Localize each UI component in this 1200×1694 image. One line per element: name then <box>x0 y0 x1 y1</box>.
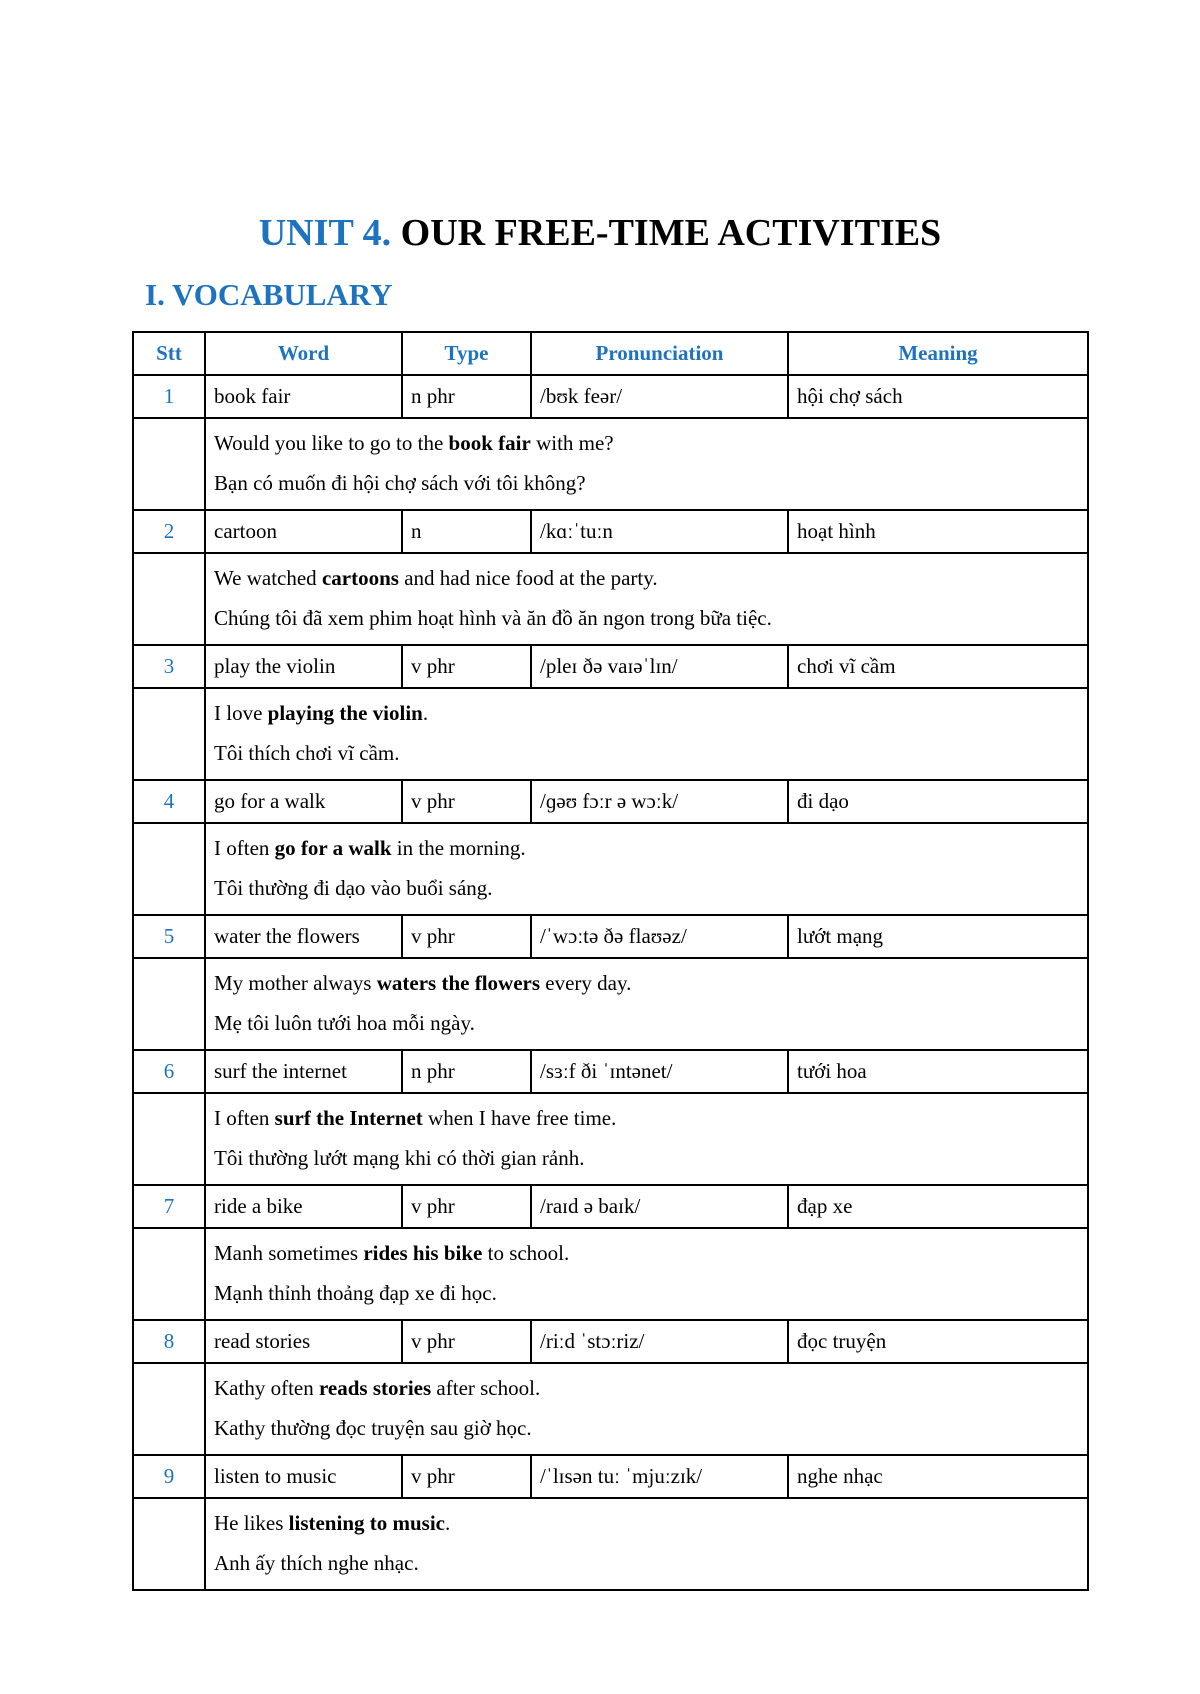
entry-pronunciation: /bʊk feər/ <box>531 375 788 418</box>
entry-number: 7 <box>133 1185 205 1228</box>
entry-pronunciation: /kɑːˈtuːn <box>531 510 788 553</box>
entry-number: 2 <box>133 510 205 553</box>
header-stt: Stt <box>133 332 205 375</box>
header-pronunciation: Pronunciation <box>531 332 788 375</box>
unit-name: OUR FREE-TIME ACTIVITIES <box>400 212 942 254</box>
entry-pronunciation: /ˈwɔːtə ðə flaʊəz/ <box>531 915 788 958</box>
table-row <box>133 510 1088 553</box>
example-row <box>133 418 1088 510</box>
example-text: when I have free time. <box>422 1106 617 1130</box>
entry-type: v phr <box>402 1320 531 1363</box>
entry-number: 3 <box>133 645 205 688</box>
header-meaning: Meaning <box>788 332 1088 375</box>
example-cell <box>205 1363 1088 1455</box>
example-translation: Bạn có muốn đi hội chợ sách với tôi không? <box>214 471 586 495</box>
entry-word: play the violin <box>205 645 402 688</box>
example-spacer <box>133 1093 205 1185</box>
example-cell <box>205 553 1088 645</box>
example-row <box>133 958 1088 1050</box>
table-row <box>133 780 1088 823</box>
example-cell <box>205 1093 1088 1185</box>
example-cell <box>205 823 1088 915</box>
example-text: . <box>445 1511 451 1535</box>
entry-meaning: nghe nhạc <box>788 1455 1088 1498</box>
example-highlight: cartoons <box>321 566 399 590</box>
example-row <box>133 823 1088 915</box>
vocabulary-table-body <box>133 332 1088 1590</box>
header-type: Type <box>402 332 531 375</box>
entry-meaning: đi dạo <box>788 780 1088 823</box>
example-highlight: reads stories <box>318 1376 432 1400</box>
example-text: every day. <box>540 971 632 995</box>
example-sentence <box>214 1098 1079 1138</box>
entry-type: v phr <box>402 915 531 958</box>
example-highlight: rides his bike <box>363 1241 483 1265</box>
example-text: My mother always <box>214 971 377 995</box>
table-row <box>133 1185 1088 1228</box>
entry-pronunciation: /ˈlɪsən tuː ˈmjuːzɪk/ <box>531 1455 788 1498</box>
example-translation: Tôi thường lướt mạng khi có thời gian rảnh. <box>214 1146 585 1170</box>
table-row <box>133 1320 1088 1363</box>
example-cell <box>205 1498 1088 1590</box>
example-translation: Mạnh thỉnh thoảng đạp xe đi học. <box>214 1281 497 1305</box>
entry-word: water the flowers <box>205 915 402 958</box>
entry-type: v phr <box>402 1185 531 1228</box>
example-text: I love <box>214 701 268 725</box>
example-translation: Tôi thích chơi vĩ cầm. <box>214 741 400 765</box>
example-translation: Chúng tôi đã xem phim hoạt hình và ăn đồ ăn ngon trong bữa tiệc. <box>214 606 772 630</box>
entry-type: n phr <box>402 1050 531 1093</box>
example-sentence <box>214 558 1079 598</box>
example-text: We watched <box>214 566 322 590</box>
example-translation: Mẹ tôi luôn tưới hoa mỗi ngày. <box>214 1011 475 1035</box>
entry-number: 9 <box>133 1455 205 1498</box>
section-heading: I. VOCABULARY <box>145 277 393 312</box>
example-text: He likes <box>214 1511 289 1535</box>
entry-word: cartoon <box>205 510 402 553</box>
entry-word: go for a walk <box>205 780 402 823</box>
example-highlight: go for a walk <box>274 836 392 860</box>
entry-type: v phr <box>402 780 531 823</box>
entry-pronunciation: /riːd ˈstɔːriz/ <box>531 1320 788 1363</box>
example-sentence <box>214 423 1079 463</box>
entry-meaning: đọc truyện <box>788 1320 1088 1363</box>
table-row <box>133 375 1088 418</box>
entry-word: ride a bike <box>205 1185 402 1228</box>
entry-word: read stories <box>205 1320 402 1363</box>
example-row <box>133 1363 1088 1455</box>
example-row <box>133 553 1088 645</box>
table-header-row <box>133 332 1088 375</box>
example-text: . <box>422 701 429 725</box>
entry-number: 8 <box>133 1320 205 1363</box>
entry-meaning: lướt mạng <box>788 915 1088 958</box>
example-translation: Kathy thường đọc truyện sau giờ học. <box>214 1416 532 1440</box>
example-spacer <box>133 688 205 780</box>
entry-word: book fair <box>205 375 402 418</box>
example-spacer <box>133 1228 205 1320</box>
entry-type: v phr <box>402 645 531 688</box>
example-spacer <box>133 823 205 915</box>
example-spacer <box>133 553 205 645</box>
entry-meaning: đạp xe <box>788 1185 1088 1228</box>
example-highlight: playing the violin <box>267 701 423 725</box>
example-highlight: listening to music <box>288 1511 445 1535</box>
vocabulary-table <box>132 331 1089 1591</box>
entry-meaning: chơi vĩ cầm <box>788 645 1088 688</box>
entry-type: n <box>402 510 531 553</box>
table-row <box>133 915 1088 958</box>
example-text: after school. <box>431 1376 541 1400</box>
entry-word: listen to music <box>205 1455 402 1498</box>
example-translation: Anh ấy thích nghe nhạc. <box>214 1551 419 1575</box>
entry-pronunciation: /sɜːf ði ˈɪntənet/ <box>531 1050 788 1093</box>
example-sentence <box>214 693 1079 733</box>
entry-pronunciation: /raɪd ə baɪk/ <box>531 1185 788 1228</box>
example-cell <box>205 418 1088 510</box>
entry-meaning: tưới hoa <box>788 1050 1088 1093</box>
entry-type: v phr <box>402 1455 531 1498</box>
example-row <box>133 1093 1088 1185</box>
example-text: in the morning. <box>391 836 526 860</box>
example-text: to school. <box>482 1241 570 1265</box>
page-title <box>0 210 1200 256</box>
example-spacer <box>133 418 205 510</box>
example-spacer <box>133 958 205 1050</box>
example-highlight: book fair <box>448 431 531 455</box>
table-row <box>133 645 1088 688</box>
entry-number: 1 <box>133 375 205 418</box>
example-text: I often <box>214 1106 275 1130</box>
unit-number: UNIT 4. <box>258 212 392 254</box>
entry-pronunciation: /ɡəʊ fɔːr ə wɔːk/ <box>531 780 788 823</box>
entry-number: 6 <box>133 1050 205 1093</box>
entry-pronunciation: /pleɪ ðə vaɪəˈlɪn/ <box>531 645 788 688</box>
example-row <box>133 1228 1088 1320</box>
example-sentence <box>214 1503 1079 1543</box>
entry-meaning: hoạt hình <box>788 510 1088 553</box>
example-text: I often <box>214 836 275 860</box>
example-text: with me? <box>530 431 614 455</box>
example-highlight: waters the flowers <box>376 971 541 995</box>
example-highlight: surf the Internet <box>274 1106 423 1130</box>
entry-meaning: hội chợ sách <box>788 375 1088 418</box>
example-cell <box>205 688 1088 780</box>
example-text: Manh sometimes <box>214 1241 364 1265</box>
table-row <box>133 1050 1088 1093</box>
example-sentence <box>214 1368 1079 1408</box>
example-spacer <box>133 1363 205 1455</box>
table-row <box>133 1455 1088 1498</box>
example-row <box>133 1498 1088 1590</box>
entry-number: 4 <box>133 780 205 823</box>
entry-word: surf the internet <box>205 1050 402 1093</box>
example-sentence <box>214 963 1079 1003</box>
example-translation: Tôi thường đi dạo vào buổi sáng. <box>214 876 493 900</box>
example-text: Would you like to go to the <box>214 431 449 455</box>
example-text: Kathy often <box>214 1376 319 1400</box>
example-sentence <box>214 1233 1079 1273</box>
example-cell <box>205 958 1088 1050</box>
example-row <box>133 688 1088 780</box>
entry-number: 5 <box>133 915 205 958</box>
example-text: and had nice food at the party. <box>398 566 658 590</box>
entry-type: n phr <box>402 375 531 418</box>
header-word: Word <box>205 332 402 375</box>
example-cell <box>205 1228 1088 1320</box>
example-spacer <box>133 1498 205 1590</box>
example-sentence <box>214 828 1079 868</box>
